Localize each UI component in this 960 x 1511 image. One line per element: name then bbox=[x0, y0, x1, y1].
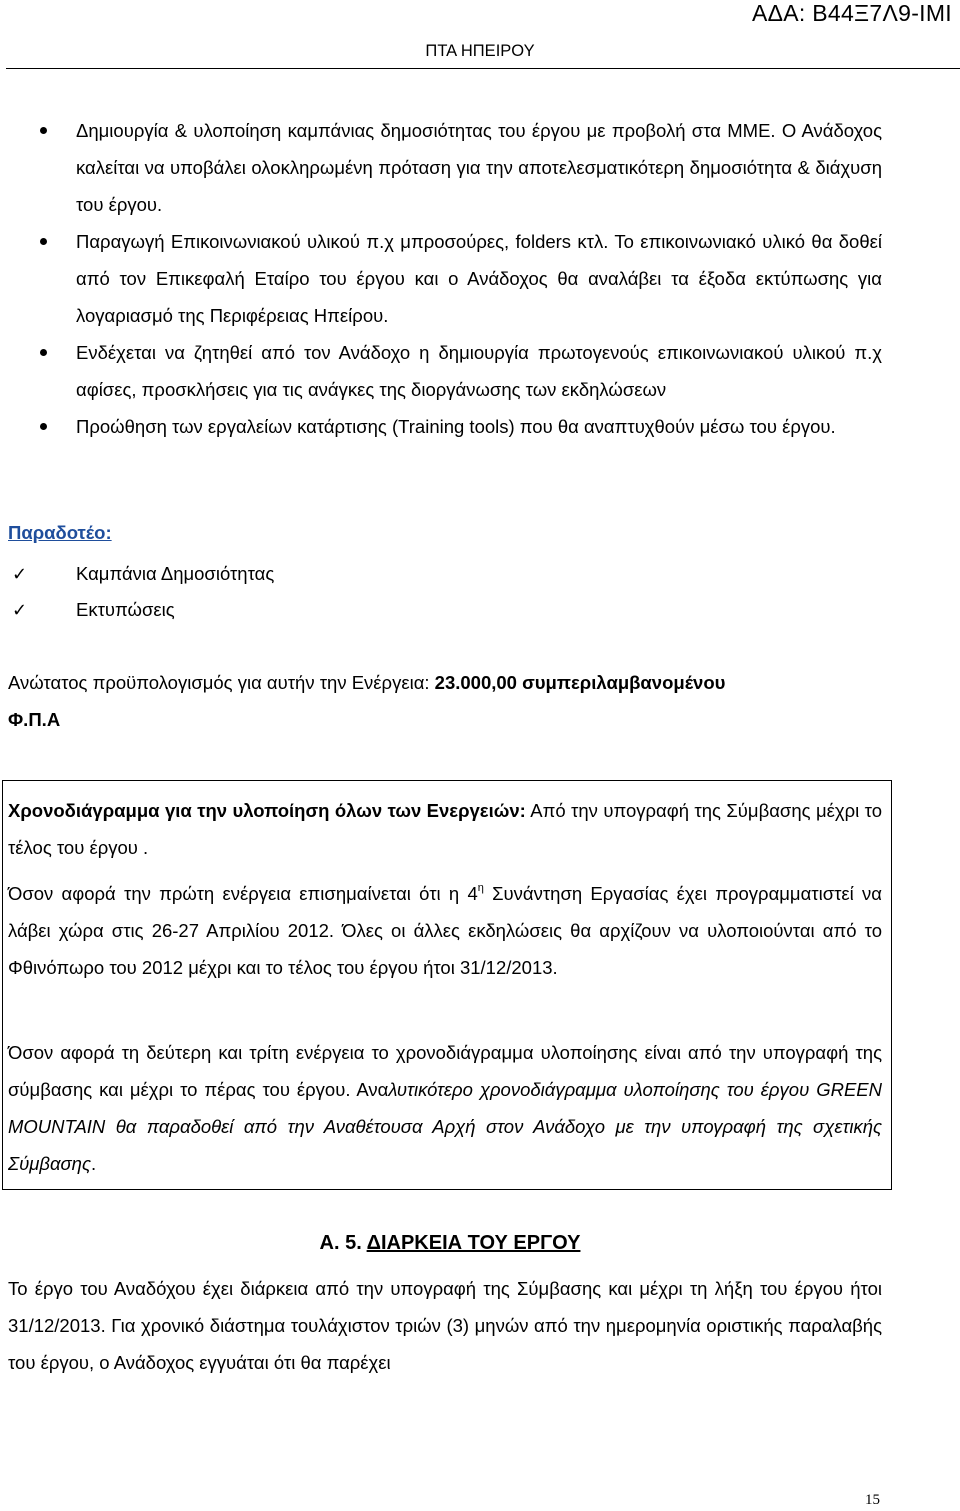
deliverable-item bbox=[8, 592, 274, 628]
ordinal-superscript: η bbox=[477, 882, 484, 894]
bullet-text: Ενδέχεται να ζητηθεί από τον Ανάδοχο η δημιουργία πρωτογενούς επικοινωνιακού υλικού π.χ αφίσες, προσκλήσεις για τις ανάγκες της διοργάνωσης των εκδηλώσεων bbox=[76, 342, 882, 400]
bullet-dot-icon bbox=[40, 238, 47, 245]
bullet-text: Παραγωγή Επικοινωνιακού υλικού π.χ μπροσούρες, folders κτλ. Το επικοινωνιακό υλικό θα δοθεί από τον Επικεφαλή Εταίρο του έργου και ο Ανάδοχος θα αναλάβει τα έξοδα εκτύπωσης για λογαριασμό της Περιφέρειας Ηπείρου. bbox=[76, 231, 882, 326]
bullet-item bbox=[40, 223, 882, 334]
bullet-item bbox=[40, 334, 882, 408]
budget-vat: Φ.Π.Α bbox=[8, 709, 61, 730]
deliverable-label: Καμπάνια Δημοσιότητας bbox=[76, 563, 275, 584]
schedule-p3-end: . bbox=[90, 1153, 97, 1174]
header-divider bbox=[6, 68, 960, 69]
section-title: ΔΙΑΡΚΕΙΑ ΤΟΥ ΕΡΓΟΥ bbox=[366, 1232, 581, 1254]
section-heading bbox=[0, 1232, 900, 1255]
ada-code: ΑΔΑ: Β44Ξ7Λ9-ΙΜΙ bbox=[751, 0, 952, 26]
schedule-p3-italic: λυτικότερο χρονοδιάγραμμα υλοποίησης του έργου GREEN MOUNTAIN θα παραδοθεί από την Αναθέτουσα Αρχή στον Ανάδοχο με την υπογραφή της σχετικής Σύμβασης bbox=[8, 1079, 882, 1174]
checkmark-icon: ✓ bbox=[12, 564, 28, 584]
schedule-box bbox=[2, 780, 892, 1190]
budget-label: Ανώτατος προϋπολογισμός για αυτήν την Ενέργεια: bbox=[8, 672, 435, 693]
schedule-title-rest: Από την υπογραφή της Σύμβασης μέχρι το τέλος του έργου . bbox=[8, 800, 882, 858]
schedule-paragraph-1 bbox=[8, 792, 882, 866]
checkmark-icon: ✓ bbox=[12, 600, 28, 620]
bullet-dot-icon bbox=[40, 349, 47, 356]
deliverable-label: Εκτυπώσεις bbox=[76, 599, 175, 620]
schedule-p3-text: Όσον αφορά τη δεύτερη και τρίτη ενέργεια το χρονοδιάγραμμα υλοποίησης είναι από την υπογραφή της σύμβασης και μέχρι το πέρας του έργου. Ανα bbox=[8, 1042, 882, 1100]
section-number: Α. 5. bbox=[319, 1232, 367, 1254]
bullet-text: Δημιουργία & υλοποίηση καμπάνιας δημοσιότητας του έργου με προβολή στα ΜΜΕ. Ο Ανάδοχος καλείται να υποβάλει ολοκληρωμένη πρόταση για την αποτελεσματικότερη δημοσιότητα & διάχυση του έργου. bbox=[76, 120, 882, 215]
activities-bullet-list bbox=[40, 112, 882, 445]
budget-amount: 23.000,00 συμπεριλαμβανομένου bbox=[434, 672, 726, 693]
bullet-dot-icon bbox=[40, 423, 47, 430]
bullet-dot-icon bbox=[40, 127, 47, 134]
deliverable-item bbox=[8, 556, 274, 592]
deliverables-title: Παραδοτέο: bbox=[8, 522, 112, 543]
page-header: ΠΤΑ ΗΠΕΙΡΟΥ bbox=[425, 42, 535, 60]
schedule-p2-text: Όσον αφορά την πρώτη ενέργεια επισημαίνεται ότι η 4 bbox=[8, 883, 478, 904]
duration-paragraph: Το έργο του Αναδόχου έχει διάρκεια από την υπογραφή της Σύμβασης και μέχρι τη λήξη του έργου ήτοι 31/12/2013. Για χρονικό διάστημα τουλάχιστον τριών (3) μηνών από την ημερομηνία οριστικής παραλαβής του έργου, ο Ανάδοχος εγγυάται ότι θα παρέχει bbox=[8, 1278, 882, 1373]
schedule-paragraph-3 bbox=[8, 1034, 882, 1182]
schedule-p2-text-continued: Συνάντηση Εργασίας έχει προγραμματιστεί να λάβει χώρα στις 26-27 Απριλίου 2012. Όλες οι άλλες εκδηλώσεις θα αρχίζουν να υλοποιούνται από το Φθινόπωρο του 2012 μέχρι και το τέλος του έργου ήτοι 31/12/2013. bbox=[8, 883, 882, 978]
budget-paragraph bbox=[8, 664, 882, 738]
bullet-item bbox=[40, 408, 882, 445]
schedule-paragraph-2 bbox=[8, 875, 882, 986]
bullet-text: Προώθηση των εργαλείων κατάρτισης (Training tools) που θα αναπτυχθούν μέσω του έργου. bbox=[76, 416, 836, 437]
deliverables-list bbox=[8, 556, 274, 628]
page-number: 15 bbox=[865, 1492, 880, 1508]
bullet-item bbox=[40, 112, 882, 223]
schedule-title: Χρονοδιάγραμμα για την υλοποίηση όλων των Ενεργειών: bbox=[8, 800, 526, 821]
